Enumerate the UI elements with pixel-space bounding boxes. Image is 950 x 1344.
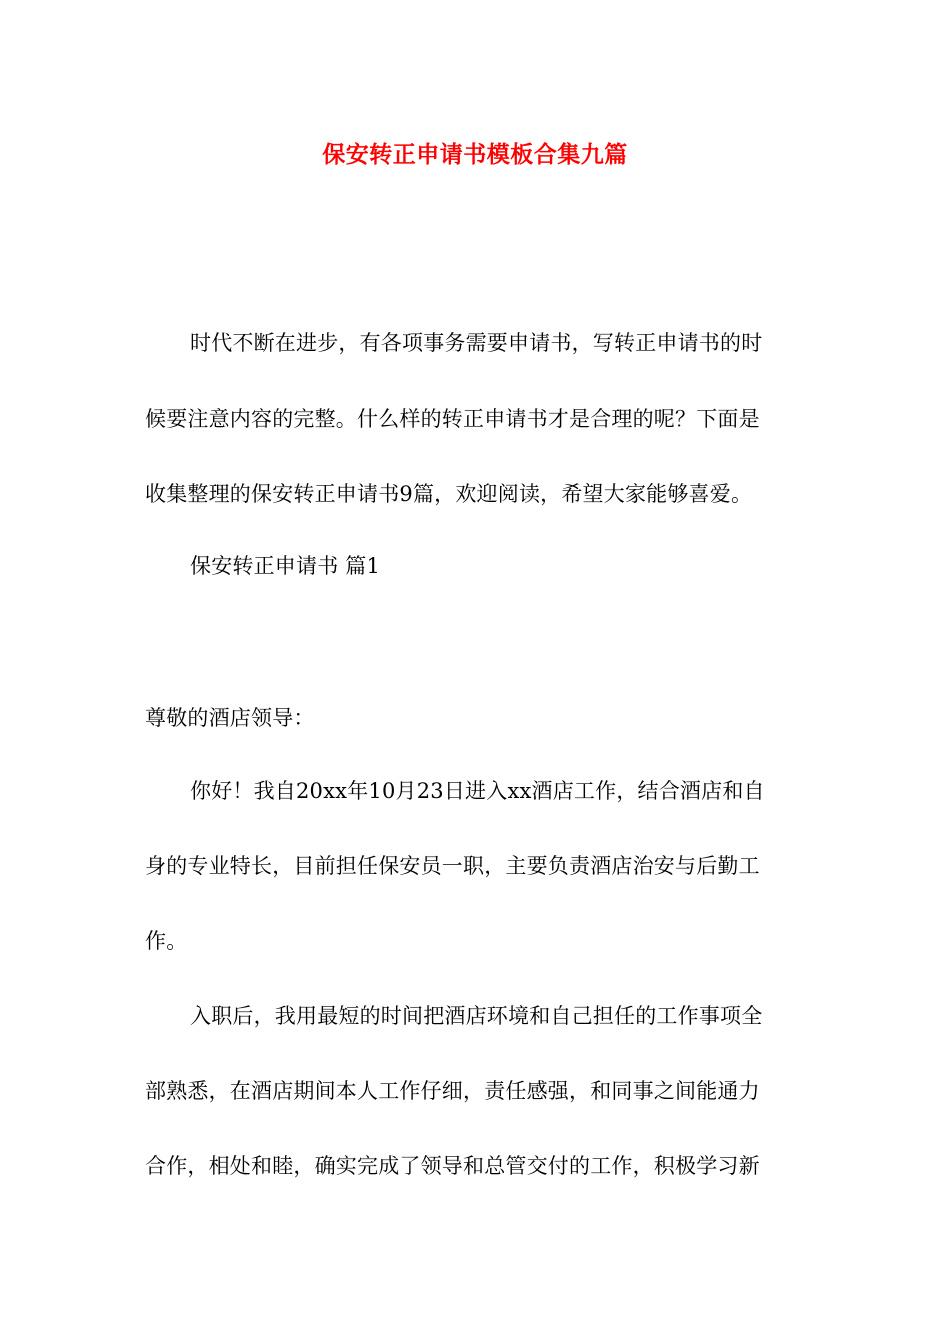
section-heading: 保安转正申请书 篇1: [190, 554, 381, 578]
paragraph-line: 作。: [145, 929, 188, 953]
paragraph-line: 入职后，我用最短的时间把酒店环境和自己担任的工作事项全: [190, 1004, 763, 1028]
paragraph-line: 合作，相处和睦，确实完成了领导和总管交付的工作，积极学习新: [145, 1154, 760, 1178]
paragraph-line: 你好！我自20xx年10月23日进入xx酒店工作，结合酒店和自: [190, 779, 765, 803]
paragraph-line: 部熟悉，在酒店期间本人工作仔细，责任感强，和同事之间能通力: [145, 1079, 760, 1103]
paragraph-line: 时代不断在进步，有各项事务需要申请书，写转正申请书的时: [190, 331, 763, 355]
paragraph-line: 身的专业特长，目前担任保安员一职，主要负责酒店治安与后勤工: [145, 854, 760, 878]
paragraph-line: 候要注意内容的完整。什么样的转正申请书才是合理的呢？下面是: [145, 407, 760, 431]
salutation: 尊敬的酒店领导：: [145, 706, 315, 730]
paragraph-line: 收集整理的保安转正申请书9篇，欢迎阅读，希望大家能够喜爱。: [145, 482, 753, 506]
document-title: 保安转正申请书模板合集九篇: [322, 141, 628, 168]
